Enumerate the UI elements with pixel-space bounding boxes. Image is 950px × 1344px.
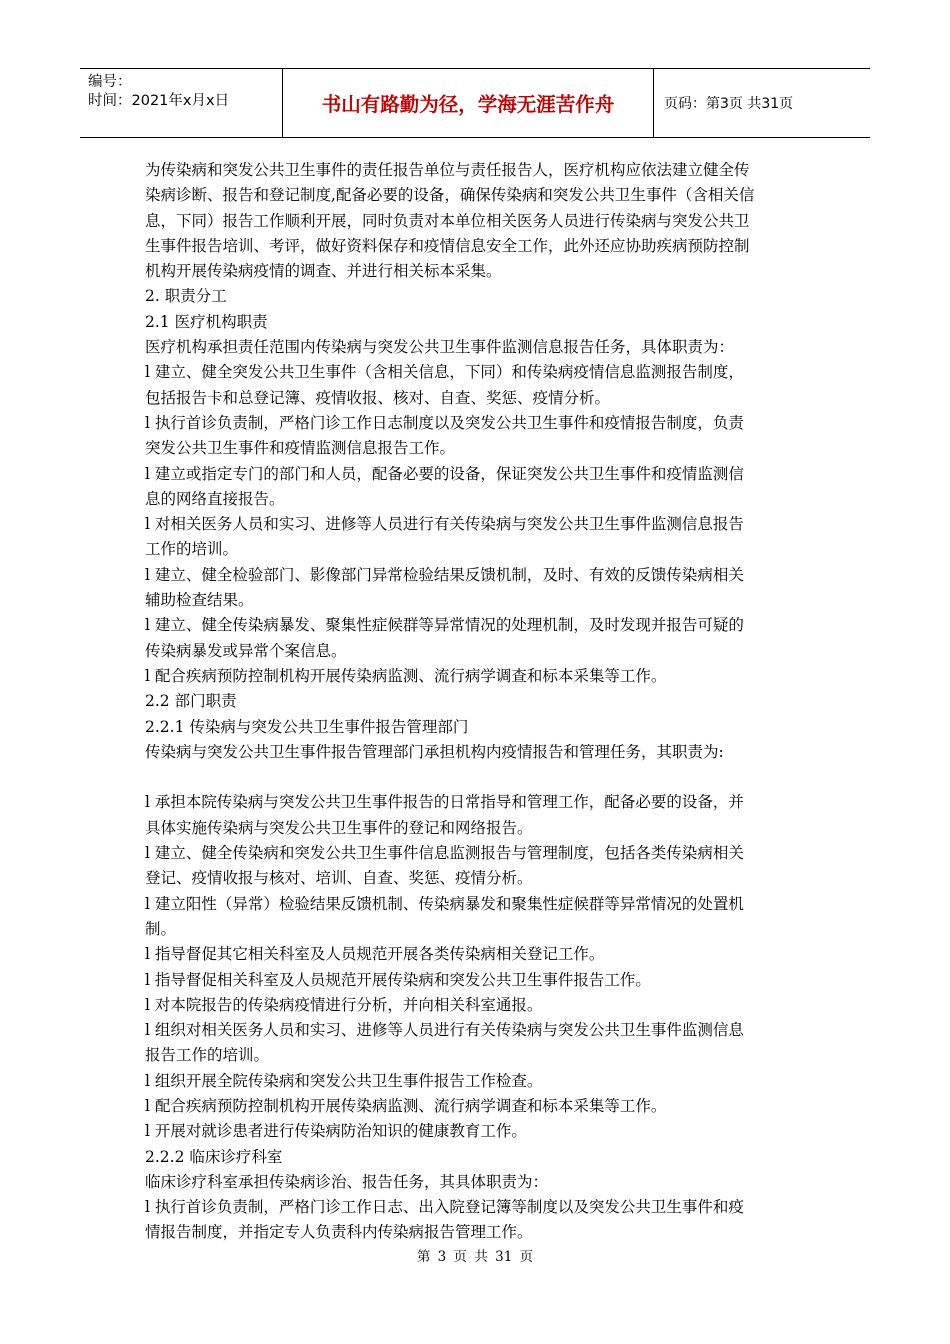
text-line: l 建立阳性（异常）检验结果反馈机制、传染病暴发和聚集性症候群等异常情况的处置机	[145, 894, 744, 913]
text-line: l 对相关医务人员和实习、进修等人员进行有关传染病与突发公共卫生事件监测信息报告	[145, 515, 744, 534]
header-page-cell	[654, 69, 870, 137]
text-line: l 执行首诊负责制，严格门诊工作日志制度以及突发公共卫生事件和疫情报告制度，负责	[145, 413, 744, 432]
header-motto: 书山有路勤为径，学海无涯苦作舟	[321, 93, 615, 116]
text-line: 包括报告卡和总登记簿、疫情收报、核对、自查、奖惩、疫情分析。	[145, 388, 611, 407]
document-body	[145, 158, 810, 1246]
text-line: 突发公共卫生事件和疫情监测信息报告工作。	[145, 439, 456, 458]
text-line: 染病诊断、报告和登记制度,配备必要的设备，确保传染病和突发公共卫生事件（含相关信	[145, 186, 755, 205]
text-line: 具体实施传染病与突发公共卫生事件的登记和网络报告。	[145, 818, 533, 837]
header-motto-cell	[282, 69, 654, 137]
document-number-label: 编号：	[88, 74, 132, 90]
text-line: l 对本院报告的传染病疫情进行分析，并向相关科室通报。	[145, 995, 543, 1014]
document-date: 时间：2021年x月x日	[88, 93, 230, 109]
text-line: 传染病暴发或异常个案信息。	[145, 641, 347, 660]
text-line: l 组织开展全院传染病和突发公共卫生事件报告工作检查。	[145, 1071, 543, 1090]
text-line: l 配合疾病预防控制机构开展传染病监测、流行病学调查和标本采集等工作。	[145, 666, 667, 685]
text-line: l 指导督促相关科室及人员规范开展传染病和突发公共卫生事件报告工作。	[145, 970, 651, 989]
text-line: l 指导督促其它相关科室及人员规范开展各类传染病相关登记工作。	[145, 945, 605, 964]
text-line: 息，下同）报告工作顺利开展，同时负责对本单位相关医务人员进行传染病与突发公共卫	[145, 211, 750, 230]
text-line: 机构开展传染病疫情的调查、并进行相关标本采集。	[145, 262, 502, 281]
header-page-code: 页码：第3页 共31页	[664, 96, 794, 112]
footer-page-number: 第 3 页 共 31 页	[416, 1249, 534, 1265]
text-line: 2.2.1 传染病与突发公共卫生事件报告管理部门	[145, 717, 469, 736]
text-line: 登记、疫情收报与核对、培训、自查、奖惩、疫情分析。	[145, 869, 533, 888]
text-line: l 承担本院传染病与突发公共卫生事件报告的日常指导和管理工作，配备必要的设备，并	[145, 793, 744, 812]
text-line: 工作的培训。	[145, 540, 239, 559]
text-line: 情报告制度，并指定专人负责科内传染病报告管理工作。	[145, 1223, 533, 1242]
header-info-cell	[80, 69, 282, 137]
text-line: 制。	[145, 919, 177, 938]
text-line: l 建立、健全检验部门、影像部门异常检验结果反馈机制，及时、有效的反馈传染病相关	[145, 565, 744, 584]
blank-line	[145, 765, 810, 790]
text-line: 息的网络直接报告。	[145, 489, 285, 508]
text-line: 为传染病和突发公共卫生事件的责任报告单位与责任报告人，医疗机构应依法建立健全传	[145, 161, 750, 179]
text-line: l 建立、健全传染病暴发、聚集性症候群等异常情况的处理机制，及时发现并报告可疑的	[145, 616, 744, 635]
text-line: 报告工作的培训。	[145, 1046, 270, 1065]
text-line: 生事件报告培训、考评，做好资料保存和疫情信息安全工作，此外还应协助疾病预防控制	[145, 236, 750, 255]
text-line: l 开展对就诊患者进行传染病防治知识的健康教育工作。	[145, 1122, 527, 1141]
text-line: 辅助检查结果。	[145, 591, 254, 610]
text-line: l 执行首诊负责制，严格门诊工作日志、出入院登记簿等制度以及突发公共卫生事件和疫	[145, 1198, 744, 1217]
text-line: 2. 职责分工	[145, 287, 227, 306]
text-line: 传染病与突发公共卫生事件报告管理部门承担机构内疫情报告和管理任务，其职责为:	[145, 742, 724, 761]
text-line: l 建立、健全突发公共卫生事件（含相关信息，下同）和传染病疫情信息监测报告制度，	[145, 363, 744, 382]
page-header	[80, 68, 870, 138]
text-line: l 配合疾病预防控制机构开展传染病监测、流行病学调查和标本采集等工作。	[145, 1096, 667, 1115]
text-line: 临床诊疗科室承担传染病诊治、报告任务，其具体职责为：	[145, 1172, 549, 1191]
text-line: l 组织对相关医务人员和实习、进修等人员进行有关传染病与突发公共卫生事件监测信息	[145, 1021, 744, 1040]
text-line: l 建立或指定专门的部门和人员，配备必要的设备，保证突发公共卫生事件和疫情监测信	[145, 464, 744, 483]
page-footer	[0, 1245, 950, 1265]
text-line: 2.1 医疗机构职责	[145, 312, 268, 331]
text-line: 2.2.2 临床诊疗科室	[145, 1147, 283, 1166]
text-line: 2.2 部门职责	[145, 692, 237, 711]
text-line: l 建立、健全传染病和突发公共卫生事件信息监测报告与管理制度，包括各类传染病相关	[145, 844, 744, 863]
text-line: 医疗机构承担责任范围内传染病与突发公共卫生事件监测信息报告任务，具体职责为：	[145, 338, 735, 357]
